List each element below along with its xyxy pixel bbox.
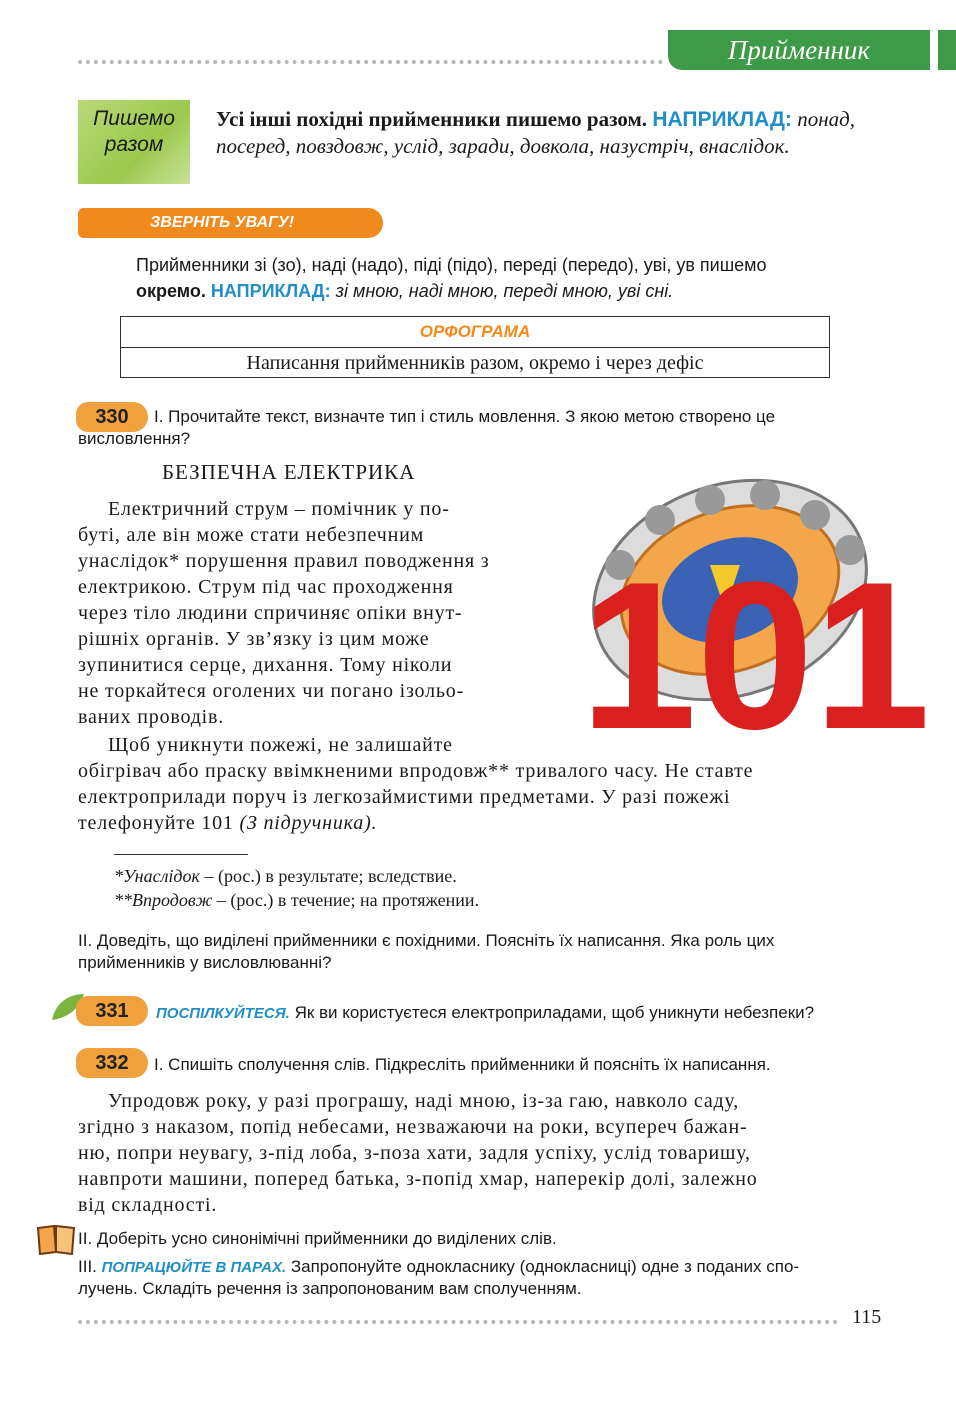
- text-p2-line1: Щоб уникнути пожежі, не залишайте: [108, 734, 453, 756]
- book-icon: [36, 1222, 76, 1256]
- text-p1-line6: рішніх органів. У зв’язку із цим може: [78, 628, 430, 650]
- exercise-332-task: І. Спишіть сполучення слів. Підкресліть прийменники й поясніть їх написання.: [154, 1055, 771, 1074]
- footer-dotted-rule: [78, 1320, 838, 1324]
- text-p1-line2: буті, але він може стати небезпечним: [78, 524, 425, 546]
- text-p1-line8: не торкайтеся оголених чи погано ізольо-: [78, 680, 465, 702]
- rule-text: Усі інші похідні прийменники пишемо разом. НАПРИКЛАД: понад, посеред, повздовж, услід, заради, довкола, назустріч, внаслідок.: [216, 107, 856, 158]
- attention-text: Прийменники зі (зо), наді (надо), піді (підо), переді (передо), уві, ув пишемо окремо. НАПРИКЛАД: зі мною, наді мною, переді мною, уві сні.: [136, 255, 767, 301]
- rule-label: Пишемо разом: [78, 100, 190, 184]
- footnote-2: **Впродовж – (рос.) в течение; на протяжении.: [114, 890, 480, 910]
- exercise-332-task2: II. Доберіть усно синонімічні прийменники до виділених слів.: [78, 1229, 557, 1248]
- text-p2-line4: телефонуйте 101 (З підручника).: [78, 812, 378, 834]
- exercise-330-task2-line1: II. Доведіть, що виділені прийменники є похідними. Поясніть їх написання. Яка роль цих: [78, 931, 775, 950]
- phrases-line4: навпроти машини, поперед батька, з-попід хмар, наперекір долі, залежно: [78, 1168, 758, 1190]
- text-p1-line9: ваних проводів.: [78, 706, 225, 728]
- exercise-332-number: 332: [76, 1048, 148, 1078]
- section-tab-edge: [938, 30, 956, 70]
- phrases-line1: Упродовж року, у разі програшу, наді мною, із-за гаю, навколо саду,: [108, 1090, 740, 1112]
- section-tab: Прийменник: [668, 30, 930, 70]
- text-p2-line3: електроприлади поруч із легкозаймистими предметами. У разі пожежі: [78, 786, 731, 808]
- text-p2-line2: обігрівач або праску ввімкненими впродовж** тривалого часу. Не ставте: [78, 760, 754, 782]
- exercise-330-task-cont: висловлення?: [78, 429, 191, 448]
- exercise-332-task3-line2: лучень. Складіть речення із запропонованим вам сполученням.: [78, 1279, 582, 1298]
- exercise-330-task: І. Прочитайте текст, визначте тип і стиль мовлення. З якою метою створено це: [154, 407, 776, 426]
- text-p1-line7: зупинитися серце, дихання. Тому ніколи: [78, 654, 453, 676]
- text-title: БЕЗПЕЧНА ЕЛЕКТРИКА: [162, 460, 416, 484]
- footnote-1: *Унаслідок – (рос.) в результате; вследствие.: [114, 866, 457, 886]
- text-p1-line4: електрикою. Струм під час проходження: [78, 576, 454, 598]
- phrases-line5: від складності.: [78, 1194, 218, 1216]
- text-p1-line5: через тіло людини спричиняє опіки внут-: [78, 602, 463, 624]
- orfograma-label: ОРФОГРАМА: [121, 317, 829, 348]
- footnote-rule: [114, 854, 248, 855]
- orfograma-box: [120, 316, 830, 378]
- attention-banner: ЗВЕРНІТЬ УВАГУ!: [78, 208, 383, 238]
- emergency-101-illustration: [560, 470, 931, 773]
- exercise-330-task2-line2: прийменників у висловлюванні?: [78, 953, 332, 972]
- exercise-331-task: ПОСПІЛКУЙТЕСЯ. Як ви користуєтеся електроприладами, щоб уникнути небезпеки?: [156, 1003, 815, 1022]
- exercise-330-number: 330: [76, 402, 148, 432]
- text-p1-line3: унаслідок* порушення правил поводження з: [78, 550, 490, 572]
- exercise-332-task3-line1: III. ПОПРАЦЮЙТЕ В ПАРАХ. Запропонуйте однокласнику (однокласниці) одне з поданих спо-: [78, 1257, 800, 1276]
- exercise-331-number: 331: [76, 996, 148, 1026]
- page-number: 115: [852, 1306, 882, 1328]
- phrases-line2: згідно з наказом, попід небесами, незважаючи на роки, всупереч бажан-: [78, 1116, 748, 1138]
- header-dotted-rule: [78, 60, 663, 64]
- text-p1-line1: Електричний струм – помічник у по-: [108, 498, 450, 520]
- orfograma-text: Написання прийменників разом, окремо і через дефіс: [246, 352, 704, 374]
- phrases-line3: ню, попри неувагу, з-під лоба, з-поза хати, задля успіху, услід товаришу,: [78, 1142, 751, 1164]
- emergency-number: 101: [580, 538, 931, 773]
